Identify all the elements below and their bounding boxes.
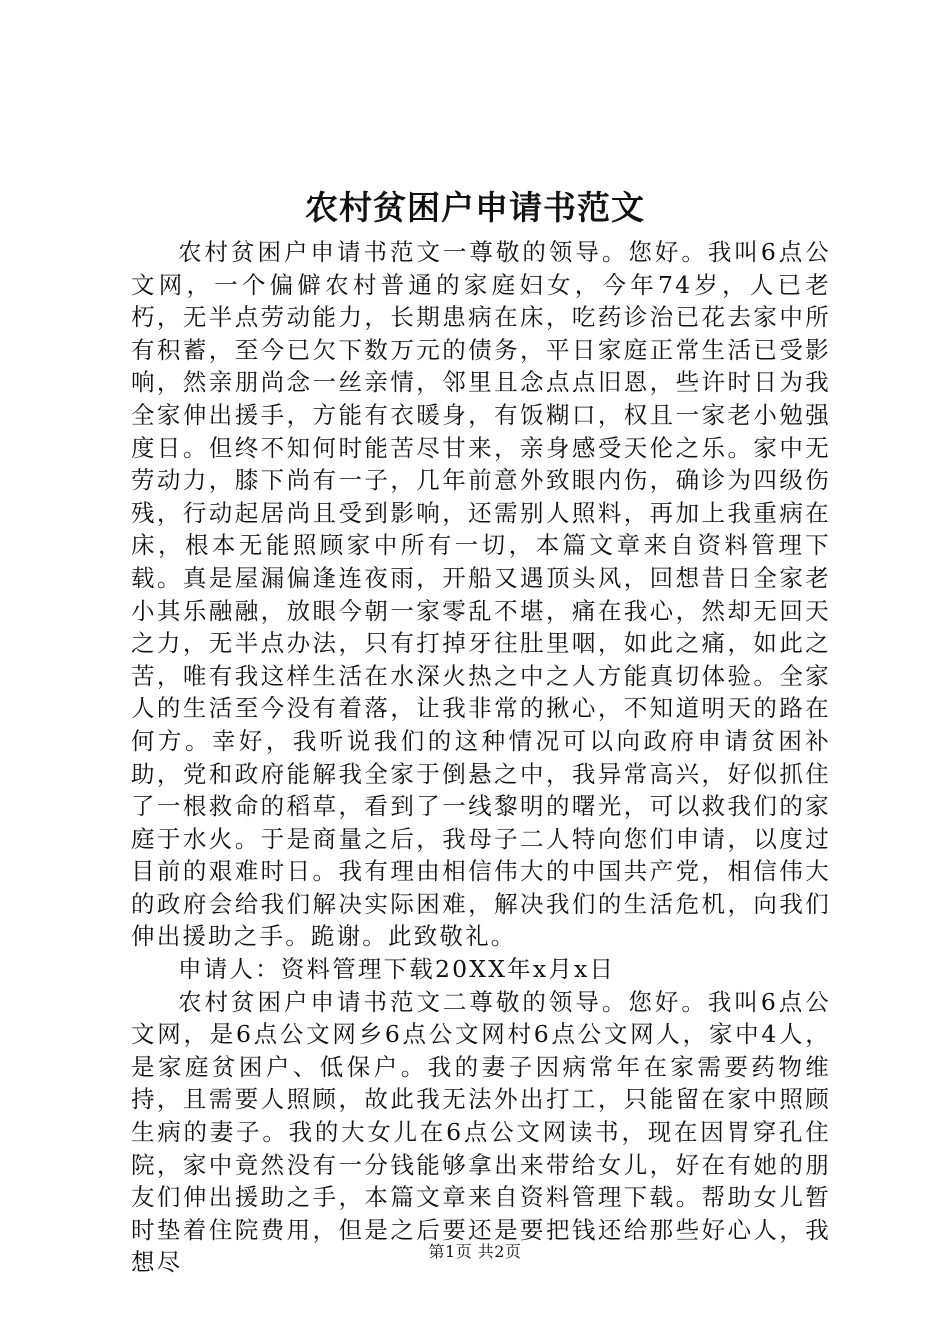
paragraph-letter-one: 农村贫困户申请书范文一尊敬的领导。您好。我叫6点公文网，一个偏僻农村普通的家庭妇女，今年74岁，人已老朽，无半点劳动能力，长期患病在床，吃药诊治已花去家中所有积蓄，至今已欠下数万元的债务，平日家庭正常生活已受影响，然亲朋尚念一丝亲情，邻里且念点点旧恩，些许时日为我全家伸出援手，方能有衣暖身，有饭糊口，权且一家老小勉强度日。但终不知何时能苦尽甘来，亲身感受天伦之乐。家中无劳动力，膝下尚有一子，几年前意外致眼内伤，确诊为四级伤残，行动起居尚且受到影响，还需别人照料，再加上我重病在床，根本无能照顾家中所有一切，本篇文章来自资料管理下载。真是屋漏偏逢连夜雨，开船又遇顶头风，回想昔日全家老小其乐融融，放眼今朝一家零乱不堪，痛在我心，然却无回天之力，无半点办法，只有打掉牙往肚里咽，如此之痛，如此之苦，唯有我这样生活在水深火热之中之人方能真切体验。全家人的生活至今没有着落，让我非常的揪心，不知道明天的路在何方。幸好，我听说我们的这种情况可以向政府申请贫困补助，党和政府能解我全家于倒悬之中，我异常高兴，好似抓住了一根救命的稻草，看到了一线黎明的曙光，可以救我们的家庭于水火。于是商量之后，我母子二人特向您们申请，以度过目前的艰难时日。我有理由相信伟大的中国共产党，相信伟大的政府会给我们解决实际困难，解决我们的生活危机，向我们伸出援助之手。跪谢。此致敬礼。: [131, 238, 831, 951]
document-body: [131, 236, 831, 1279]
paragraph-applicant-signature: 申请人：资料管理下载20XX年x月x日: [178, 955, 616, 984]
paragraph-letter-two: 农村贫困户申请书范文二尊敬的领导。您好。我叫6点公文网，是6点公文网乡6点公文网村6点公文网人，家中4人，是家庭贫困户、低保户。我的妻子因病常年在家需要药物维持，且需要人照顾，故此我无法外出打工，只能留在家中照顾生病的妻子。我的大女儿在6点公文网读书，现在因胃穿孔住院，家中竟然没有一分钱能够拿出来带给女儿，好在有她的朋友们伸出援助之手，本篇文章来自资料管理下载。帮助女儿暂时垫着住院费用，但是之后要还是要把钱还给那些好心人，我想尽: [131, 987, 831, 1277]
document-title: 农村贫困户申请书范文: [305, 188, 645, 227]
page-number-footer: 第1页 共2页: [428, 1242, 522, 1261]
